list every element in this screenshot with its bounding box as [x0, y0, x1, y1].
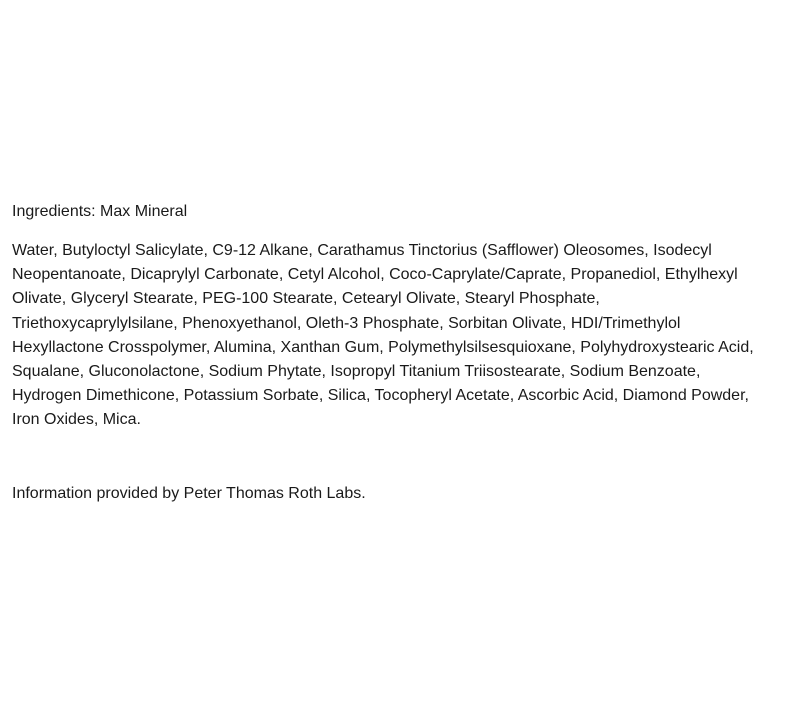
ingredients-line-3: Olivate, Glyceryl Stearate, PEG-100 Stearate, Cetearyl Olivate, Stearyl Phosphate,: [12, 290, 600, 308]
ingredients-line-5: Hexyllactone Crosspolymer, Alumina, Xanthan Gum, Polymethylsilsesquioxane, Polyhydroxystearic Acid,: [12, 338, 754, 356]
ingredients-line-6: Squalane, Gluconolactone, Sodium Phytate, Isopropyl Titanium Triisostearate, Sodium Benzoate,: [12, 363, 701, 381]
ingredients-line-1: Water, Butyloctyl Salicylate, C9-12 Alkane, Carathamus Tinctorius (Safflower) Oleosomes, Isodecyl: [12, 242, 712, 259]
ingredients-line-7: Hydrogen Dimethicone, Potassium Sorbate, Silica, Tocopheryl Acetate, Ascorbic Acid, Diamond Powder,: [12, 387, 749, 405]
ingredients-line-4: Triethoxycaprylylsilane, Phenoxyethanol, Oleth-3 Phosphate, Sorbitan Olivate, HDI/Trimethylol: [12, 314, 681, 332]
ingredients-line-8: Iron Oxides, Mica.: [12, 411, 141, 429]
ingredients-list: [12, 239, 794, 433]
ingredients-line-2: Neopentanoate, Dicaprylyl Carbonate, Cetyl Alcohol, Coco-Caprylate/Caprate, Propanediol, Ethylhexyl: [12, 266, 738, 284]
ingredients-document: [12, 200, 794, 502]
source-note: Information provided by Peter Thomas Roth Labs.: [12, 485, 366, 502]
ingredients-heading: Ingredients: Max Mineral: [12, 203, 188, 220]
